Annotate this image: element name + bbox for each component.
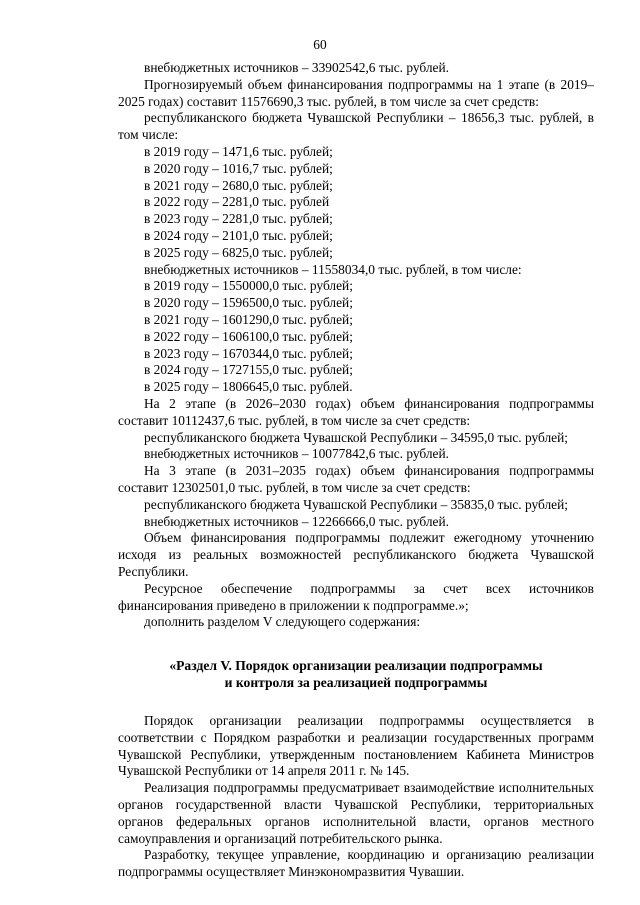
- supplement-line: дополнить разделом V следующего содержания:: [144, 614, 421, 630]
- extrabudget-years-list: [118, 278, 594, 396]
- list-item: в 2024 году – 2101,0 тыс. рублей;: [144, 227, 333, 243]
- list-item: в 2019 году – 1471,6 тыс. рублей;: [144, 143, 333, 159]
- list-item: в 2022 году – 1606100,0 тыс. рублей;: [144, 328, 353, 344]
- stage3-republic-line: республиканского бюджета Чувашской Республики – 35835,0 тыс. рублей;: [144, 496, 569, 512]
- stage3-extrabudget-line: внебюджетных источников – 12266666,0 тыс. рублей.: [144, 513, 449, 529]
- section-heading-line2: и контроля за реализацией подпрограммы: [224, 675, 488, 691]
- resource-paragraph: Ресурсное обеспечение подпрограммы за счет всех источников финансирования приведено в приложении к подпрограмме.»;: [118, 580, 594, 613]
- list-item: в 2021 году – 1601290,0 тыс. рублей;: [144, 311, 353, 327]
- implementation-paragraph: Реализация подпрограммы предусматривает взаимодействие исполнительных органов государственной власти Чувашской Республики, территориальных органов федеральных органов исполнительной власти, органов местного самоуправления и организаций потребительского рынка.: [118, 780, 594, 846]
- list-item: в 2019 году – 1550000,0 тыс. рублей;: [144, 278, 353, 294]
- stage3-paragraph: На 3 этапе (в 2031–2035 годах) объем финансирования подпрограммы составит 12302501,0 тыс. рублей, в том числе за счет средств:: [118, 463, 594, 495]
- list-item: в 2022 году – 2281,0 тыс. рублей: [144, 194, 330, 210]
- development-paragraph: Разработку, текущее управление, координацию и организацию реализации подпрограммы осуществляет Минэкономразвития Чувашии.: [118, 847, 594, 880]
- list-item: в 2025 году – 1806645,0 тыс. рублей.: [144, 379, 353, 395]
- forecast-paragraph: Прогнозируемый объем финансирования подпрограммы на 1 этапе (в 2019–2025 годах) составит 11576690,3 тыс. рублей, в том числе за счет средств:: [118, 76, 594, 109]
- stage2-republic-line: республиканского бюджета Чувашской Республики – 34595,0 тыс. рублей;: [144, 429, 569, 445]
- page-number: 60: [313, 37, 327, 52]
- republic-years-list: [118, 144, 594, 262]
- document-body: [118, 60, 594, 881]
- stage2-paragraph: На 2 этапе (в 2026–2030 годах) объем финансирования подпрограммы составит 10112437,6 тыс. рублей, в том числе за счет средств:: [118, 395, 594, 428]
- list-item: в 2021 году – 2680,0 тыс. рублей;: [144, 177, 333, 193]
- order-paragraph: Порядок организации реализации подпрограммы осуществляется в соответствии с Порядком разработки и реализации государственных программ Чувашской Республики, утвержденным постановлением Кабинета Министров Чувашской Республики от 14 апреля 2011 г. № 145.: [118, 713, 594, 779]
- extrabudget-stage1-line: внебюджетных источников – 11558034,0 тыс. рублей, в том числе:: [144, 261, 522, 277]
- list-item: в 2025 году – 6825,0 тыс. рублей;: [144, 244, 333, 260]
- list-item: в 2020 году – 1016,7 тыс. рублей;: [144, 160, 333, 176]
- list-item: в 2023 году – 1670344,0 тыс. рублей;: [144, 345, 353, 361]
- stage2-extrabudget-line: внебюджетных источников – 10077842,6 тыс. рублей.: [144, 446, 449, 462]
- extrabudget-total-line: внебюджетных источников – 33902542,6 тыс. рублей.: [144, 60, 449, 75]
- refine-paragraph: Объем финансирования подпрограммы подлежит ежегодному уточнению исходя из реальных возможностей республиканского бюджета Чувашской Республики.: [118, 530, 594, 579]
- section-heading: [118, 657, 594, 691]
- list-item: в 2024 году – 1727155,0 тыс. рублей;: [144, 362, 353, 378]
- republic-budget-paragraph: республиканского бюджета Чувашской Республики – 18656,3 тыс. рублей, в том числе:: [118, 110, 594, 143]
- list-item: в 2020 году – 1596500,0 тыс. рублей;: [144, 295, 353, 311]
- list-item: в 2023 году – 2281,0 тыс. рублей;: [144, 211, 333, 227]
- section-heading-line1: «Раздел V. Порядок организации реализации подпрограммы: [169, 658, 543, 674]
